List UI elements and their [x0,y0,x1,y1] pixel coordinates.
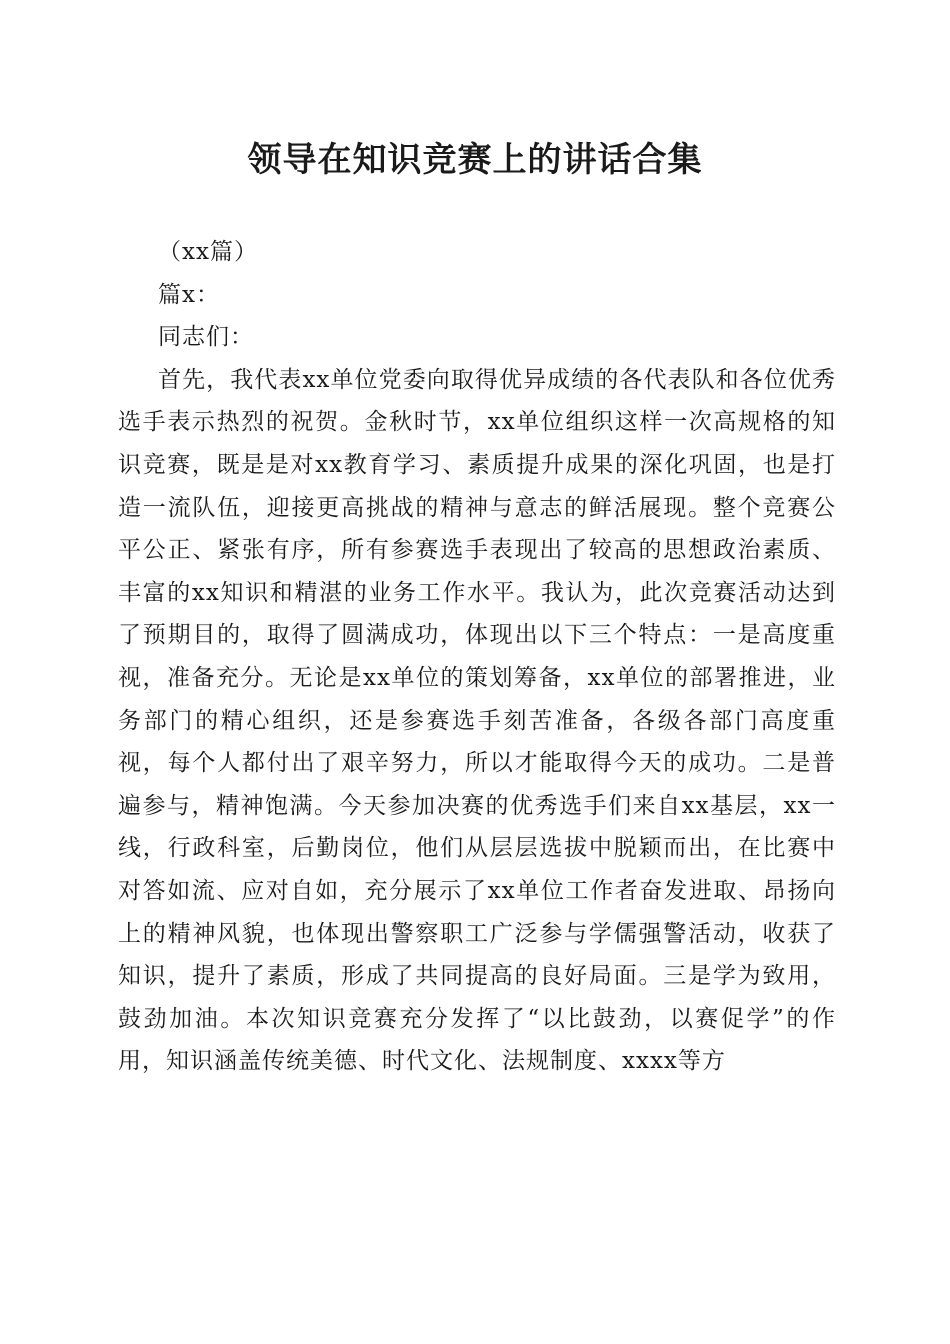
paragraph-salutation: 同志们： [158,324,254,351]
paragraph-count-note: （xx篇） [158,239,258,265]
document-body [118,231,836,1083]
paragraph-speech-body: 首先，我代表xx单位党委向取得优异成绩的各代表队和各位优秀选手表示热烈的祝贺。金秋时节，xx单位组织这样一次高规格的知识竞赛，既是是对xx教育学习、素质提升成果的深化巩固，也是打造一流队伍，迎接更高挑战的精神与意志的鲜活展现。整个竞赛公平公正、紧张有序，所有参赛选手表现出了较高的思想政治素质、丰富的xx知识和精湛的业务工作水平。我认为，此次竞赛活动达到了预期目的，取得了圆满成功，体现出以下三个特点：一是高度重视，准备充分。无论是xx单位的策划筹备，xx单位的部署推进，业务部门的精心组织，还是参赛选手刻苦准备，各级各部门高度重视，每个人都付出了艰辛努力，所以才能取得今天的成功。二是普遍参与，精神饱满。今天参加决赛的优秀选手们来自xx基层，xx一线，行政科室，后勤岗位，他们从层层选拔中脱颖而出，在比赛中对答如流、应对自如，充分展示了xx单位工作者奋发进取、昂扬向上的精神风貌，也体现出警察职工广泛参与学儒强警活动，收获了知识，提升了素质，形成了共同提高的良好局面。三是学为致用，鼓劲加油。本次知识竞赛充分发挥了“以比鼓劲，以赛促学”的作用，知识涵盖传统美德、时代文化、法规制度、xxxx等方 [118,366,836,1075]
paragraph-section-label: 篇x： [158,281,220,308]
document-title: 领导在知识竞赛上的讲话合集 [247,140,703,180]
